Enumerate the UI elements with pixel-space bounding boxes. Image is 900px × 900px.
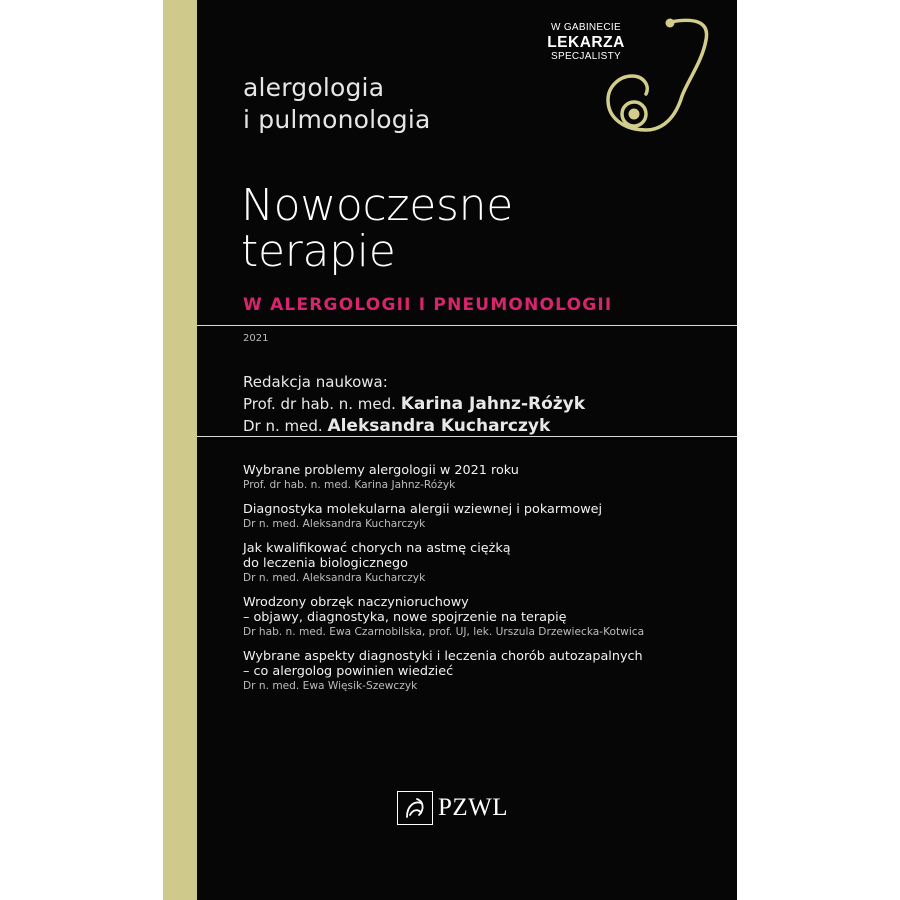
book-spine (163, 0, 197, 900)
toc-title-continued: – co alergolog powinien wiedzieć (243, 664, 454, 679)
toc-author: Prof. dr hab. n. med. Karina Jahnz-Różyk (243, 479, 456, 491)
toc-title-continued: – objawy, diagnostyka, nowe spojrzenie na terapię (243, 610, 567, 625)
title-line-1: Nowoczesne (241, 180, 513, 231)
series-badge (540, 22, 632, 63)
book-cover (197, 0, 737, 900)
editor-name: Karina Jahnz-Różyk (400, 394, 586, 414)
badge-line-2: LEKARZA (547, 34, 625, 51)
toc-item (243, 502, 723, 531)
toc-author: Dr n. med. Aleksandra Kucharczyk (243, 572, 426, 584)
toc-item (243, 649, 723, 693)
toc-author: Dr n. med. Aleksandra Kucharczyk (243, 518, 426, 530)
divider-top (197, 325, 737, 326)
editor-prefix: Dr n. med. (243, 417, 323, 435)
toc-title: Wybrane aspekty diagnostyki i leczenia chorób autozapalnych (243, 649, 643, 664)
publisher-mark (397, 791, 508, 825)
toc-author: Dr n. med. Ewa Więsik-Szewczyk (243, 680, 418, 692)
series-line-2: i pulmonologia (243, 105, 431, 134)
editors-block (243, 371, 585, 437)
edition-year: 2021 (243, 333, 269, 344)
toc-title: Diagnostyka molekularna alergii wziewnej i pokarmowej (243, 502, 603, 517)
editor-name: Aleksandra Kucharczyk (327, 416, 551, 436)
badge-line-1: W GABINECIE (551, 22, 621, 33)
badge-line-3: SPECJALISTY (551, 51, 621, 62)
editor-prefix: Prof. dr hab. n. med. (243, 395, 396, 413)
publisher-name: PZWL (438, 794, 509, 821)
toc-item (243, 595, 723, 639)
toc-title: Jak kwalifikować chorych na astmę ciężką (243, 541, 511, 556)
toc-item (243, 541, 723, 585)
editors-label: Redakcja naukowa: (243, 373, 388, 391)
table-of-contents (243, 463, 723, 703)
toc-title: Wybrane problemy alergologii w 2021 roku (243, 463, 519, 478)
series-label (243, 72, 431, 136)
toc-title: Wrodzony obrzęk naczynioruchowy (243, 595, 469, 610)
editor-line (243, 415, 585, 437)
toc-item (243, 463, 723, 492)
editor-line (243, 393, 585, 415)
title-line-2: terapie (241, 226, 396, 277)
divider-middle (197, 436, 737, 437)
toc-title-continued: do leczenia biologicznego (243, 556, 408, 571)
toc-author: Dr hab. n. med. Ewa Czarnobilska, prof. UJ, lek. Urszula Drzewiecka-Kotwica (243, 626, 645, 638)
book-title (241, 180, 513, 277)
book-subtitle: W ALERGOLOGII I PNEUMONOLOGII (243, 295, 613, 315)
series-line-1: alergologia (243, 73, 385, 102)
pzwl-logo-icon (397, 791, 433, 825)
